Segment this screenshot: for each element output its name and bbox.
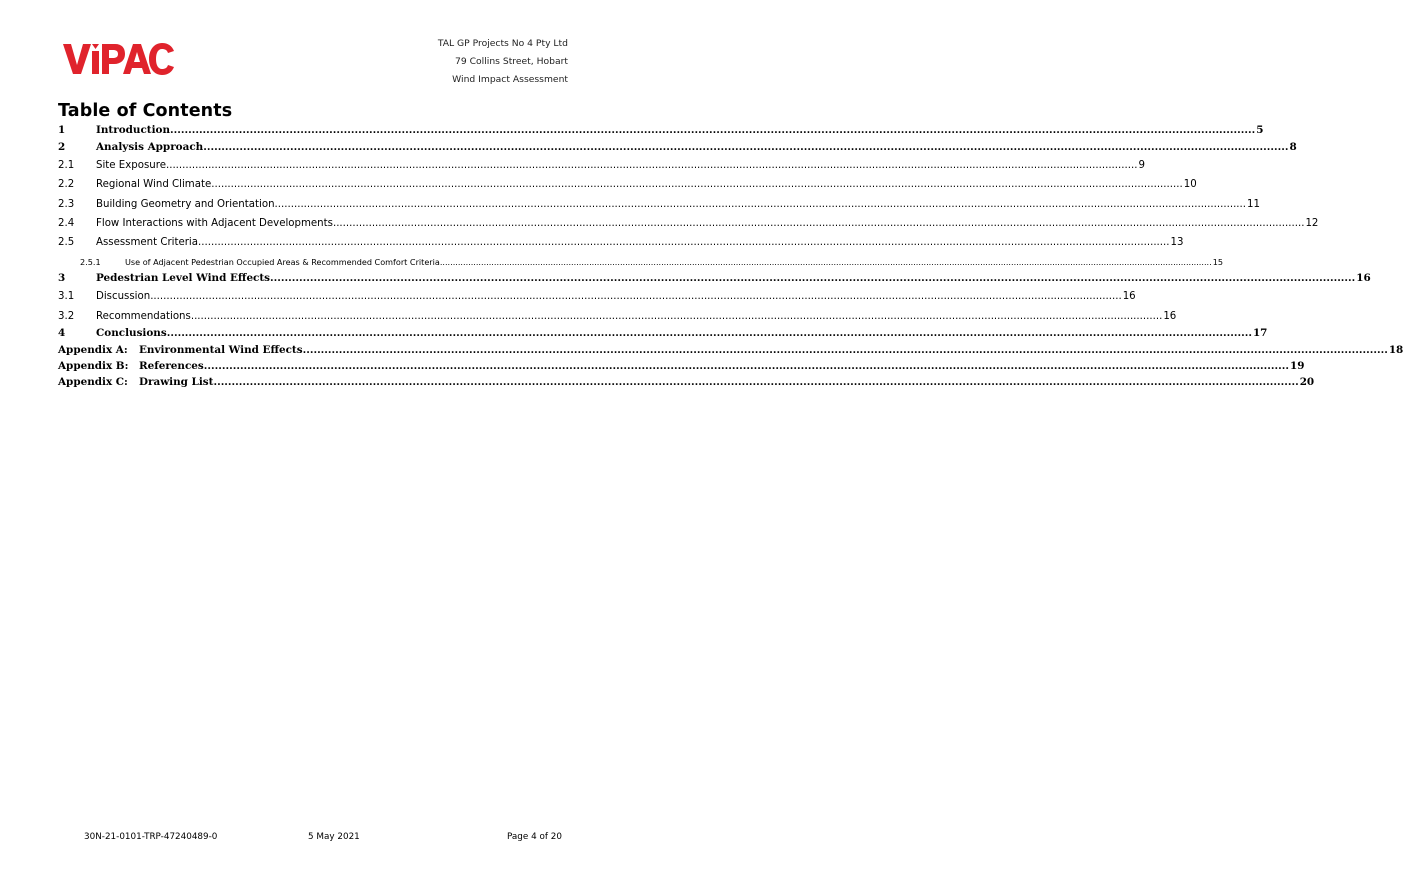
toc-number: 3.1 <box>58 291 75 302</box>
toc-entry[interactable] <box>80 257 1223 273</box>
toc-leader: ............................................................................................................................................................................................................................................................................................................ <box>302 344 1388 356</box>
toc-page: 13 <box>1170 237 1184 248</box>
toc-page: 17 <box>1252 327 1268 339</box>
toc-page: 9 <box>1138 160 1145 171</box>
toc-entry[interactable] <box>58 272 1371 288</box>
toc-title: Environmental Wind Effects <box>139 344 303 356</box>
toc-page: 16 <box>1122 291 1136 302</box>
toc-page: 16 <box>1163 311 1177 322</box>
toc-title: Site Exposure <box>96 160 166 171</box>
toc-number: 4 <box>58 327 66 339</box>
toc-title: Introduction <box>96 124 170 136</box>
toc-leader: ............................................................................................................................................................................................................................................................................................................ <box>203 360 1289 372</box>
toc-title: Regional Wind Climate <box>96 179 212 190</box>
toc-number: 1 <box>58 124 66 136</box>
toc-entry[interactable] <box>58 327 1268 343</box>
toc-number: 2.5 <box>58 237 75 248</box>
toc-entry[interactable] <box>58 160 1145 176</box>
toc-number: 2.1 <box>58 160 75 171</box>
toc-entry[interactable] <box>58 141 1297 157</box>
header-address: 79 Collins Street, Hobart <box>455 56 568 67</box>
toc-page: 11 <box>1247 199 1260 210</box>
toc-leader: ............................................................................................................................................................................................................................................................................................................ <box>270 272 1356 284</box>
toc-title: Drawing List <box>139 376 214 388</box>
toc-title: References <box>139 360 204 372</box>
toc-leader: ............................................................................................................................................................................................................................................................................................................ <box>165 160 1138 171</box>
toc-number: 2.4 <box>58 218 75 229</box>
toc-entry[interactable] <box>58 291 1136 307</box>
toc-leader: ............................................................................................................................................................................................................................................................................................................ <box>150 291 1122 302</box>
toc-entry[interactable] <box>58 360 1305 376</box>
toc-title: Discussion <box>96 291 151 302</box>
footer-date: 5 May 2021 <box>308 832 360 842</box>
toc-entry[interactable] <box>58 311 1177 327</box>
toc-number: 2.3 <box>58 199 75 210</box>
toc-title: Building Geometry and Orientation <box>96 199 275 210</box>
toc-number: Appendix B: <box>58 360 129 372</box>
toc-leader: ............................................................................................................................................................................................................................................................................................................ <box>190 311 1163 322</box>
toc-entry[interactable] <box>58 124 1264 140</box>
toc-page: 18 <box>1388 344 1403 356</box>
toc-number: 2.5.1 <box>80 257 101 267</box>
toc-page: 5 <box>1256 124 1264 136</box>
toc-leader: ............................................................................................................................................................................................................................................................................................................ <box>203 141 1289 153</box>
toc-page: 19 <box>1290 360 1305 372</box>
toc-page: 20 <box>1299 376 1315 388</box>
toc-entry[interactable] <box>58 199 1260 215</box>
toc-entry[interactable] <box>58 237 1184 253</box>
toc-leader: ............................................................................................................................................................................................................................................................................................................ <box>166 327 1252 339</box>
toc-number: 2.2 <box>58 179 75 190</box>
vipac-logo <box>63 40 175 76</box>
page-title: Table of Contents <box>58 101 233 121</box>
toc-title: Recommendations <box>96 311 191 322</box>
toc-title: Conclusions <box>96 327 167 339</box>
toc-leader: ............................................................................................................................................................................................................................................................................................................ <box>213 376 1299 388</box>
toc-title: Analysis Approach <box>96 141 204 153</box>
header-report-type: Wind Impact Assessment <box>452 74 568 85</box>
toc-page: 16 <box>1356 272 1371 284</box>
toc-title: Use of Adjacent Pedestrian Occupied Areas & Recommended Comfort Criteria <box>125 257 440 267</box>
toc-number: 2 <box>58 141 66 153</box>
toc-number: 3 <box>58 272 66 284</box>
toc-number: 3.2 <box>58 311 75 322</box>
footer-page-number: Page 4 of 20 <box>507 832 562 842</box>
toc-leader: ............................................................................................................................................................................................................................................................................................................ <box>439 257 1212 267</box>
toc-leader: ............................................................................................................................................................................................................................................................................................................ <box>332 218 1305 229</box>
footer-document-id: 30N-21-0101-TRP-47240489-0 <box>84 832 218 842</box>
header-company: TAL GP Projects No 4 Pty Ltd <box>437 38 568 49</box>
toc-page: 10 <box>1183 179 1197 190</box>
toc-number: Appendix A: <box>58 344 128 356</box>
toc-title: Assessment Criteria <box>96 237 199 248</box>
toc-page: 12 <box>1305 218 1319 229</box>
toc-entry[interactable] <box>58 218 1319 234</box>
toc-entry[interactable] <box>58 179 1197 195</box>
toc-leader: ............................................................................................................................................................................................................................................................................................................ <box>170 124 1256 136</box>
toc-entry[interactable] <box>58 344 1403 360</box>
toc-page: 8 <box>1289 141 1297 153</box>
toc-leader: ............................................................................................................................................................................................................................................................................................................ <box>198 237 1170 248</box>
toc-number: Appendix C: <box>58 376 128 388</box>
toc-page: 15 <box>1212 257 1223 267</box>
toc-leader: ............................................................................................................................................................................................................................................................................................................ <box>211 179 1183 190</box>
toc-entry[interactable] <box>58 376 1315 392</box>
toc-title: Flow Interactions with Adjacent Developments <box>96 218 333 229</box>
toc-title: Pedestrian Level Wind Effects <box>96 272 271 284</box>
toc-leader: ............................................................................................................................................................................................................................................................................................................ <box>274 199 1247 210</box>
